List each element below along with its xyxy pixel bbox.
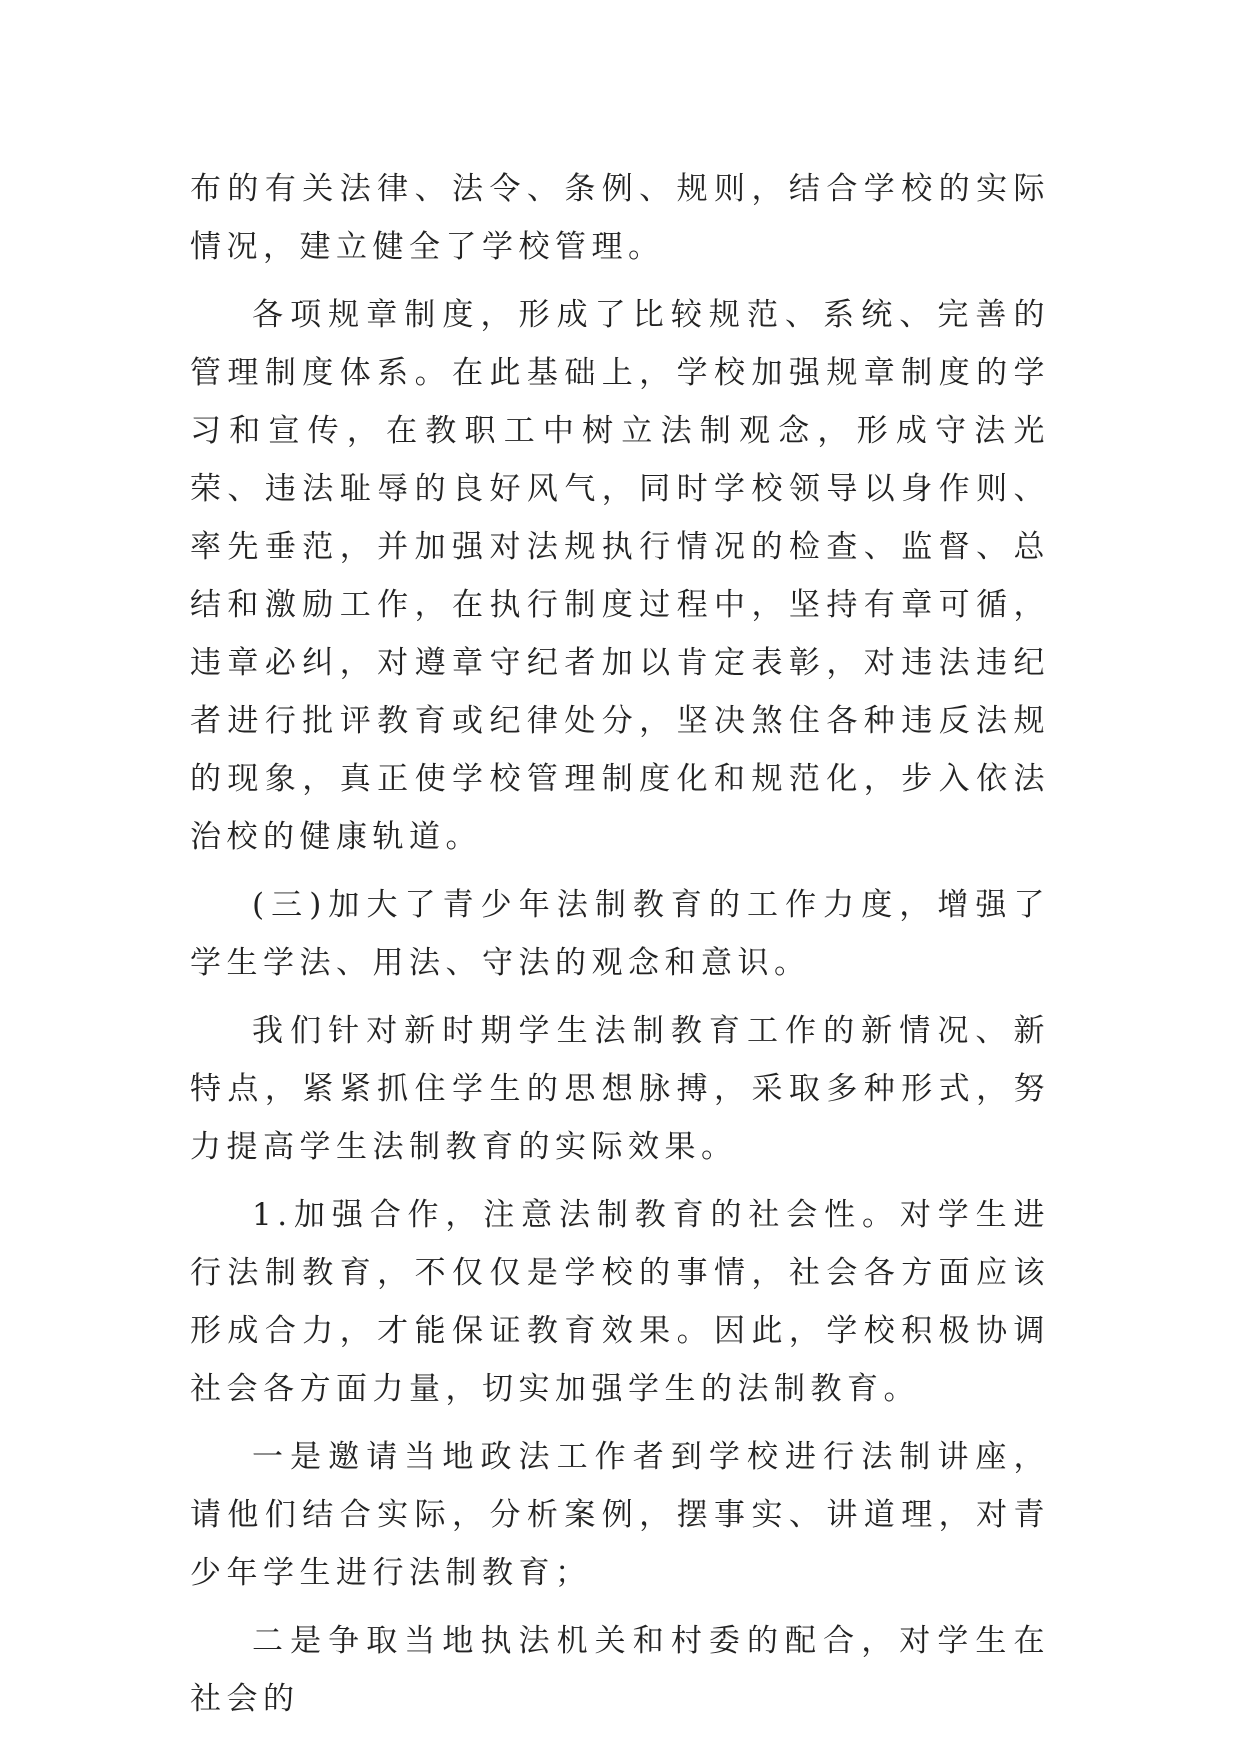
- paragraph: 一是邀请当地政法工作者到学校进行法制讲座，请他们结合实际，分析案例，摆事实、讲道理，对青少年学生进行法制教育；: [190, 1439, 1050, 1591]
- numbered-item-1: 1.加强合作，注意法制教育的社会性。对学生进行法制教育，不仅仅是学校的事情，社会各方面应该形成合力，才能保证教育效果。因此，学校积极协调社会各方面力量，切实加强学生的法制教育。: [190, 1197, 1050, 1407]
- document-body: [190, 160, 1050, 1738]
- section-heading-3: (三)加大了青少年法制教育的工作力度，增强了学生学法、用法、守法的观念和意识。: [190, 887, 1050, 981]
- paragraph: 我们针对新时期学生法制教育工作的新情况、新特点，紧紧抓住学生的思想脉搏，采取多种形式，努力提高学生法制教育的实际效果。: [190, 1013, 1050, 1165]
- paragraph-continued: 布的有关法律、法令、条例、规则，结合学校的实际情况，建立健全了学校管理。: [190, 171, 1050, 265]
- paragraph: 二是争取当地执法机关和村委的配合，对学生在社会的: [190, 1623, 1050, 1717]
- paragraph: 各项规章制度，形成了比较规范、系统、完善的管理制度体系。在此基础上，学校加强规章制度的学习和宣传，在教职工中树立法制观念，形成守法光荣、违法耻辱的良好风气，同时学校领导以身作则、率先垂范，并加强对法规执行情况的检查、监督、总结和激励工作，在执行制度过程中，坚持有章可循，违章必纠，对遵章守纪者加以肯定表彰，对违法违纪者进行批评教育或纪律处分，坚决煞住各种违反法规的现象，真正使学校管理制度化和规范化，步入依法治校的健康轨道。: [190, 297, 1050, 855]
